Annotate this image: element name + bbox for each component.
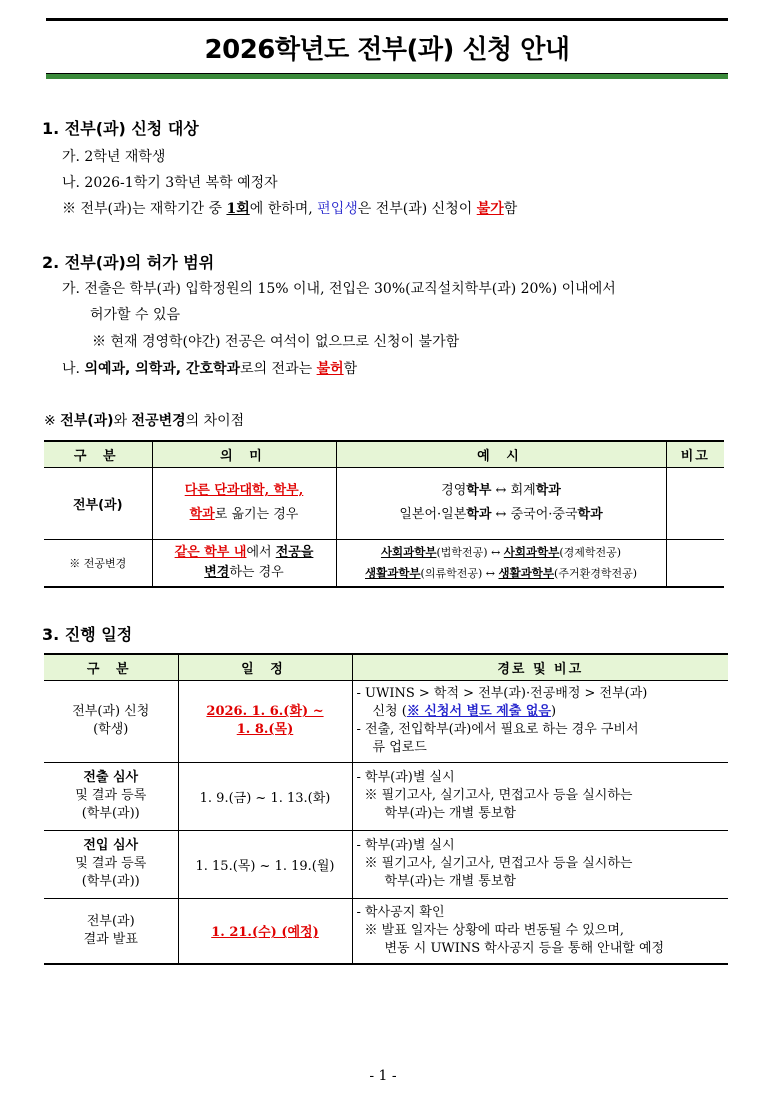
th-schedule: 일 정 <box>178 654 352 680</box>
sched-row1-notes <box>352 680 728 762</box>
diff-a: 전부(과) <box>60 413 114 429</box>
row2-meaning-bold: 전공을 <box>275 544 314 560</box>
s1-note-bul: 불가 <box>476 201 504 217</box>
section-2-heading: 2. 전부(과)의 허가 범위 <box>42 253 215 272</box>
sched-row1-n2-blue: ※ 신청서 별도 제출 없음 <box>406 704 551 719</box>
sched-row2-date: 1. 9.(금) ~ 1. 13.(화) <box>178 762 352 830</box>
s1-note <box>62 198 517 218</box>
table-row <box>44 762 728 830</box>
section-1-heading: 1. 전부(과) 신청 대상 <box>42 119 199 138</box>
row2-meaning-red: 같은 학부 내 <box>174 544 247 560</box>
sched-row4-type2: 결과 발표 <box>83 931 138 947</box>
sched-row3-n2: ※ 필기고사, 실기고사, 면접고사 등을 실시하는 <box>364 856 633 871</box>
row2-ex2-a: 생활과학부 <box>365 565 421 580</box>
row1-ex1-b: 학부 <box>466 483 492 498</box>
page-number: - 1 - <box>369 1068 397 1084</box>
sched-row3-type2: 및 결과 등록 <box>75 856 147 871</box>
th-type: 구 분 <box>44 441 152 467</box>
row1-type: 전부(과) <box>44 467 152 539</box>
table-row <box>44 539 724 587</box>
table-row <box>44 898 728 964</box>
row2-example <box>336 539 666 587</box>
section-3-heading: 3. 진행 일정 <box>42 625 133 644</box>
s1-note-transfer: 편입생 <box>317 201 358 217</box>
row1-ex1-a: 경영 <box>441 483 467 498</box>
table-row <box>44 680 728 762</box>
s2-item-a3: ※ 현재 경영학(야간) 전공은 여석이 없으므로 신청이 불가함 <box>92 334 460 350</box>
row1-remark <box>666 467 724 539</box>
sched-row3-n1: - 학부(과)별 실시 <box>356 838 455 853</box>
table-header-row <box>44 654 728 680</box>
diff-pre: ※ <box>44 413 61 429</box>
difference-table <box>44 440 724 588</box>
sched-row3-date: 1. 15.(목) ~ 1. 19.(월) <box>178 830 352 898</box>
row2-ex2-c: 생활과학부 <box>498 565 555 580</box>
row1-ex1-c: ↔ 회계 <box>491 483 536 498</box>
sched-row2-type <box>44 762 178 830</box>
row2-remark <box>666 539 724 587</box>
sched-row1-n2 <box>357 703 725 721</box>
row1-ex2-c: ↔ 중국어·중국 <box>491 507 578 522</box>
s1-note-mid2: 은 전부(과) 신청이 <box>357 201 477 217</box>
sched-row1-n4: 류 업로드 <box>372 740 427 755</box>
sched-row4-n2: ※ 발표 일자는 상황에 따라 변동될 수 있으며, <box>364 922 625 938</box>
sched-row2-type1: 전출 심사 <box>83 770 139 785</box>
th-remark: 비고 <box>666 441 724 467</box>
row1-ex1-d: 학과 <box>535 483 561 498</box>
row1-ex2-b: 학과 <box>466 507 492 522</box>
sched-row1-date1: 2026. 1. 6.(화) ~ <box>206 704 324 719</box>
table-header-row <box>44 441 724 467</box>
sched-row1-type2: (학생) <box>93 722 129 737</box>
s1-item-a: 가. 2학년 재학생 <box>62 149 166 165</box>
row2-meaning-mid: 에서 <box>246 544 276 560</box>
row1-example <box>336 467 666 539</box>
sched-row3-notes <box>352 830 728 898</box>
sched-row3-n3: 학부(과)는 개별 통보함 <box>384 874 516 889</box>
s1-note-pre: ※ 전부(과)는 재학기간 중 <box>62 201 227 217</box>
s2-b-red: 불허 <box>316 361 344 377</box>
row2-ex2-b: (의류학전공) ↔ <box>420 566 499 580</box>
title-bottom-rule <box>46 73 728 79</box>
row1-meaning <box>152 467 336 539</box>
table-row <box>44 467 724 539</box>
row2-ex1-b: (법학전공) ↔ <box>436 545 504 559</box>
sched-row4-type <box>44 898 178 964</box>
sched-row4-notes <box>352 898 728 964</box>
diff-end: 의 차이점 <box>185 413 245 429</box>
sched-row2-type2: 및 결과 등록 <box>75 788 147 803</box>
s2-b-end: 함 <box>343 361 358 377</box>
diff-mid: 와 <box>113 413 132 429</box>
sched-row1-n3: - 전출, 전입학부(과)에서 필요로 하는 경우 구비서 <box>356 722 639 737</box>
sched-row3-type1: 전입 심사 <box>83 838 139 853</box>
s2-b-bold: 의예과, 의학과, 간호학과 <box>84 361 241 377</box>
sched-row2-n2: ※ 필기고사, 실기고사, 면접고사 등을 실시하는 <box>364 788 633 803</box>
row1-meaning-rest: 로 옮기는 경우 <box>214 507 299 522</box>
sched-row1-n2-pre: 신청 ( <box>372 704 407 719</box>
th-example: 예 시 <box>336 441 666 467</box>
s1-item-b: 나. 2026-1학기 3학년 복학 예정자 <box>62 175 278 191</box>
sched-row4-n1: - 학사공지 확인 <box>356 904 445 920</box>
s1-note-once: 1회 <box>226 201 250 217</box>
row2-meaning <box>152 539 336 587</box>
sched-row4-date: 1. 21.(수) (예정) <box>178 898 352 964</box>
sched-row1-type <box>44 680 178 762</box>
sched-row1-date <box>178 680 352 762</box>
sched-row3-type3: (학부(과)) <box>81 874 140 889</box>
row2-ex1-d: (경제학전공) <box>559 545 622 559</box>
sched-row2-notes <box>352 762 728 830</box>
sched-row3-type <box>44 830 178 898</box>
sched-row1-n1: - UWINS > 학적 > 전부(과)·전공배정 > 전부(과) <box>356 686 648 701</box>
s2-item-a1: 가. 전출은 학부(과) 입학정원의 15% 이내, 전입은 30%(교직설치학부(과) 20%) 이내에서 <box>62 281 616 297</box>
sched-row2-n3: 학부(과)는 개별 통보함 <box>384 806 516 821</box>
row2-ex1-a: 사회과학부 <box>380 544 437 559</box>
sched-row1-n2-end: ) <box>550 704 557 719</box>
diff-b: 전공변경 <box>131 413 186 429</box>
s1-note-end: 함 <box>503 201 518 217</box>
s2-b-mid: 로의 전과는 <box>240 361 317 377</box>
s2-b-pre: 나. <box>62 361 85 377</box>
s2-item-b <box>62 358 357 378</box>
row1-ex2-d: 학과 <box>577 507 603 522</box>
title-block <box>46 18 728 79</box>
row1-meaning-red: 다른 단과대학, 학부, <box>184 483 304 498</box>
page-title: 2026학년도 전부(과) 신청 안내 <box>204 35 570 65</box>
row1-meaning-red2: 학과 <box>189 507 215 522</box>
row2-meaning-bold2: 변경 <box>204 564 230 580</box>
sched-row4-n3: 변동 시 UWINS 학사공지 등을 통해 안내할 예정 <box>384 940 665 956</box>
sched-row1-type1: 전부(과) 신청 <box>72 704 150 719</box>
sched-row1-date2: 1. 8.(목) <box>236 722 294 737</box>
sched-row4-type1: 전부(과) <box>86 913 135 929</box>
sched-row2-type3: (학부(과)) <box>81 806 140 821</box>
th-type: 구 분 <box>44 654 178 680</box>
row1-ex2-a: 일본어·일본 <box>399 507 467 522</box>
row2-ex2-d: (주거환경학전공) <box>554 566 637 580</box>
th-route: 경로 및 비고 <box>352 654 728 680</box>
s2-item-a2: 허가할 수 있음 <box>90 307 181 323</box>
diff-heading <box>44 410 244 430</box>
schedule-table <box>44 653 728 965</box>
row2-meaning-end: 하는 경우 <box>229 564 284 580</box>
sched-row2-n1: - 학부(과)별 실시 <box>356 770 455 785</box>
table-row <box>44 830 728 898</box>
s1-note-mid: 에 한하며, <box>249 201 318 217</box>
row2-ex1-c: 사회과학부 <box>503 544 560 559</box>
row2-type: ※ 전공변경 <box>44 539 152 587</box>
th-meaning: 의 미 <box>152 441 336 467</box>
